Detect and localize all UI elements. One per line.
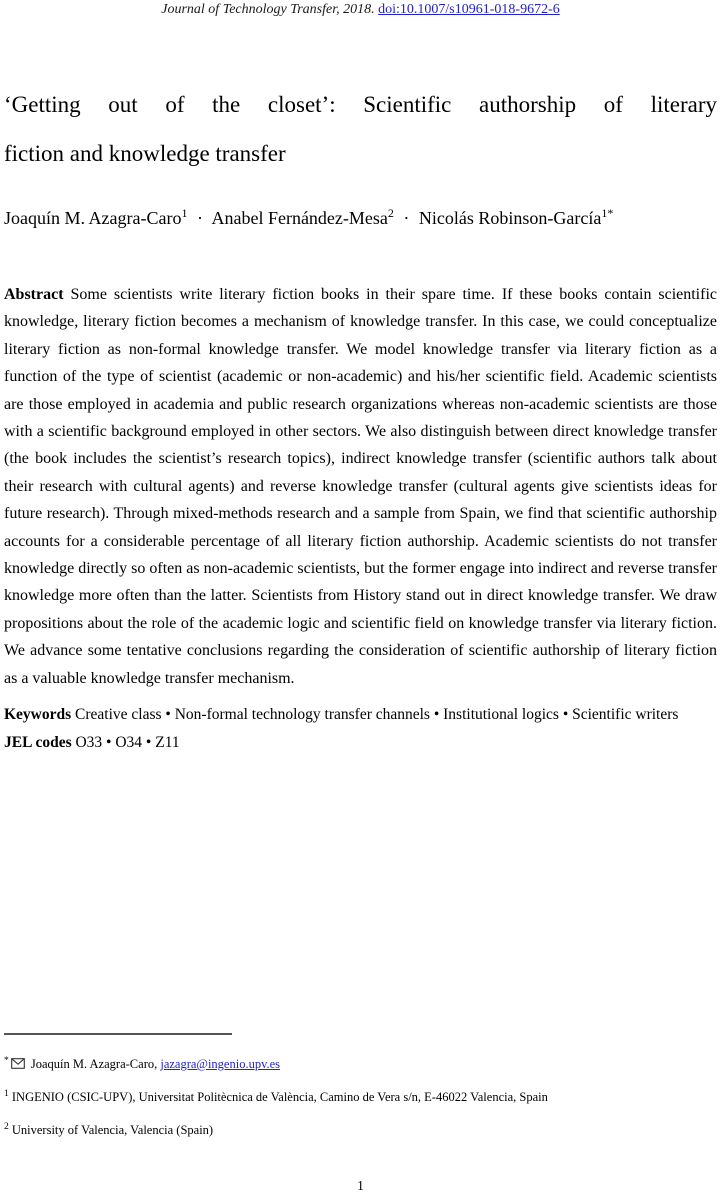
envelope-icon	[11, 1058, 25, 1069]
footnote-divider	[4, 1033, 232, 1035]
title-line-1: ‘Getting out of the closet’: Scientific authorship of literary	[4, 92, 717, 117]
email-link[interactable]: jazagra@ingenio.upv.es	[160, 1057, 281, 1072]
journal-header	[4, 0, 717, 18]
author-1-name: Joaquín M. Azagra-Caro	[4, 208, 182, 228]
keywords-label: Keywords	[4, 706, 72, 724]
author-line	[4, 200, 717, 231]
page-number: 1	[357, 1178, 364, 1193]
abstract-label: Abstract	[4, 286, 64, 303]
keywords-line	[4, 701, 717, 729]
affiliation-2-footnote	[4, 1119, 717, 1138]
title-line-2: fiction and knowledge transfer	[4, 141, 286, 166]
jel-codes-label: JEL codes	[4, 734, 72, 752]
doi-link[interactable]: doi:10.1007/s10961-018-9672-6	[378, 2, 560, 17]
affiliation-1-footnote	[4, 1086, 717, 1105]
footnotes-block	[4, 1033, 717, 1152]
abstract-text: Some scientists write literary fiction books in their spare time. If these books contain scientific knowledge, literary fiction becomes a mechanism of knowledge transfer. In this case, we could conceptualize literary fiction as non-formal knowledge transfer. We model knowledge transfer via literary fiction as a function of the type of scientist (academic or non-academic) and his/her scientific field. Academic scientists are those employed in academia and public research organizations whereas non-academic scientists are those with a scientific background employed in other sectors. We also distinguish between direct knowledge transfer (the book includes the scientist’s research topics), indirect knowledge transfer (scientific authors talk about their research with cultural agents) and reverse knowledge transfer (cultural agents give scientists ideas for future research). Through mixed-methods research and a sample from Spain, we find that scientific authorship accounts for a considerable percentage of all literary fiction authorship. Academic scientists do not transfer knowledge directly so often as non-academic scientists, but the former engage into indirect and reverse transfer knowledge more often than the latter. Scientists from History stand out in direct knowledge transfer. We draw propositions about the role of the academic logic and scientific field on knowledge transfer via literary fiction. We advance some tentative conclusions regarding the consideration of scientific authorship of literary fiction as a valuable knowledge transfer mechanism.	[4, 286, 717, 687]
author-1-affiliation-mark: 1	[181, 206, 188, 220]
correspondence-footnote	[4, 1053, 717, 1072]
correspondence-name: Joaquín M. Azagra-Caro,	[30, 1057, 158, 1072]
affiliation-1-text: INGENIO (CSIC-UPV), Universitat Politècnica de València, Camino de Vera s/n, E-46022 Valencia, Spain	[11, 1090, 548, 1105]
author-2-name: Anabel Fernández-Mesa	[211, 208, 388, 228]
affiliation-1-marker: 1	[4, 1089, 9, 1100]
paper-title	[4, 80, 717, 178]
abstract-paragraph	[4, 281, 717, 692]
author-3-name: Nicolás Robinson-García	[418, 208, 602, 228]
journal-citation: Journal of Technology Transfer, 2018.	[161, 2, 375, 17]
author-3-affiliation-mark: 1*	[601, 206, 614, 220]
affiliation-2-marker: 2	[4, 1122, 9, 1133]
keywords-text: Creative class • Non-formal technology transfer channels • Institutional logics • Scientific writers	[75, 706, 679, 724]
affiliation-2-text: University of Valencia, Valencia (Spain)	[11, 1123, 214, 1138]
correspondence-marker: *	[4, 1056, 9, 1066]
jel-codes-line	[4, 729, 717, 757]
author-separator: ·	[403, 208, 410, 228]
author-separator: ·	[196, 208, 203, 228]
jel-codes-text: O33 • O34 • Z11	[75, 734, 180, 752]
author-2-affiliation-mark: 2	[387, 206, 394, 220]
